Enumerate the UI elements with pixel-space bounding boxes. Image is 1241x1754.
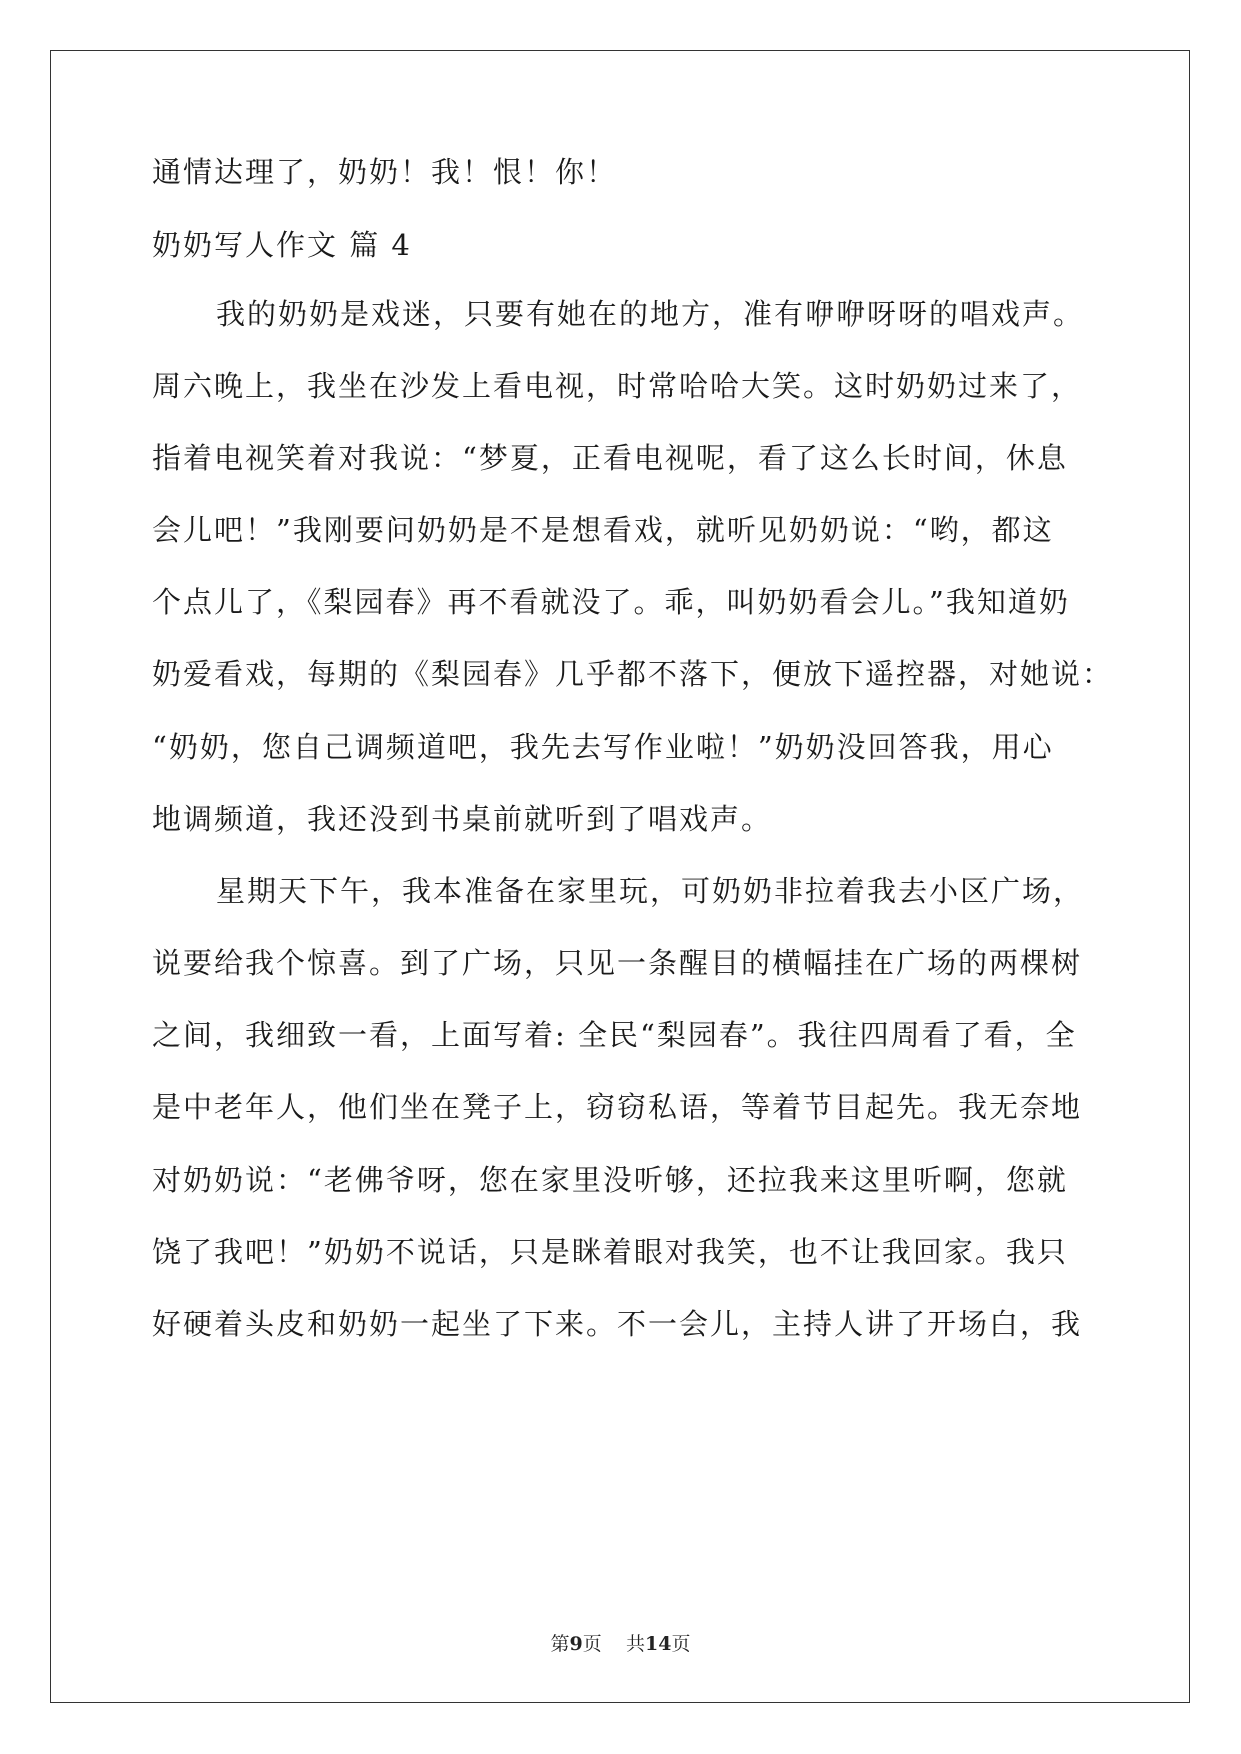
total-pages-suffix: 页 [671, 1633, 691, 1655]
text-line: 地调频道，我还没到书桌前就听到了唱戏声。 [152, 802, 773, 836]
text-line: 对奶奶说：“老佛爷呀，您在家里没听够，还拉我来这里听啊，您就 [152, 1163, 1068, 1197]
text-line: 会儿吧！”我刚要问奶奶是不是想看戏，就听见奶奶说：“哟，都这 [152, 513, 1054, 547]
text-line: 是中老年人，他们坐在凳子上，窃窃私语，等着节目起先。我无奈地 [152, 1090, 1083, 1124]
paragraph-start-line: 星期天下午，我本准备在家里玩，可奶奶非拉着我去小区广场， [216, 874, 1085, 908]
page-number-prefix: 第 [550, 1633, 570, 1655]
text-line: 之间，我细致一看，上面写着: 全民“梨园春”。我往四周看了看，全 [152, 1018, 1077, 1052]
text-line: 个点儿了，《梨园春》再不看就没了。乖，叫奶奶看会儿。”我知道奶 [152, 585, 1070, 619]
page-number: 9 [569, 1633, 583, 1655]
text-line: 通情达理了，奶奶！我！恨！你！ [152, 155, 618, 189]
page-number-suffix: 页 [582, 1633, 602, 1655]
text-line: 好硬着头皮和奶奶一起坐了下来。不一会儿，主持人讲了开场白，我 [152, 1307, 1083, 1341]
text-line: 奶爱看戏，每期的《梨园春》几乎都不落下，便放下遥控器，对她说： [152, 657, 1114, 691]
total-pages: 14 [644, 1633, 672, 1655]
text-line: 周六晚上，我坐在沙发上看电视，时常哈哈大笑。这时奶奶过来了， [152, 369, 1083, 403]
text-line: 饶了我吧！”奶奶不说话，只是眯着眼对我笑，也不让我回家。我只 [152, 1235, 1068, 1269]
total-pages-prefix: 共 [625, 1633, 645, 1655]
text-line: 指着电视笑着对我说：“梦夏，正看电视呢，看了这么长时间，休息 [152, 441, 1068, 475]
text-line: 说要给我个惊喜。到了广场，只见一条醒目的横幅挂在广场的两棵树 [152, 946, 1083, 980]
section-heading: 奶奶写人作文 篇 4 [152, 228, 412, 262]
paragraph-start-line: 我的奶奶是戏迷，只要有她在的地方，准有咿咿呀呀的唱戏声。 [216, 297, 1085, 331]
page-footer [0, 1632, 1241, 1656]
text-line: “奶奶，您自己调频道吧，我先去写作业啦！”奶奶没回答我，用心 [152, 730, 1054, 764]
